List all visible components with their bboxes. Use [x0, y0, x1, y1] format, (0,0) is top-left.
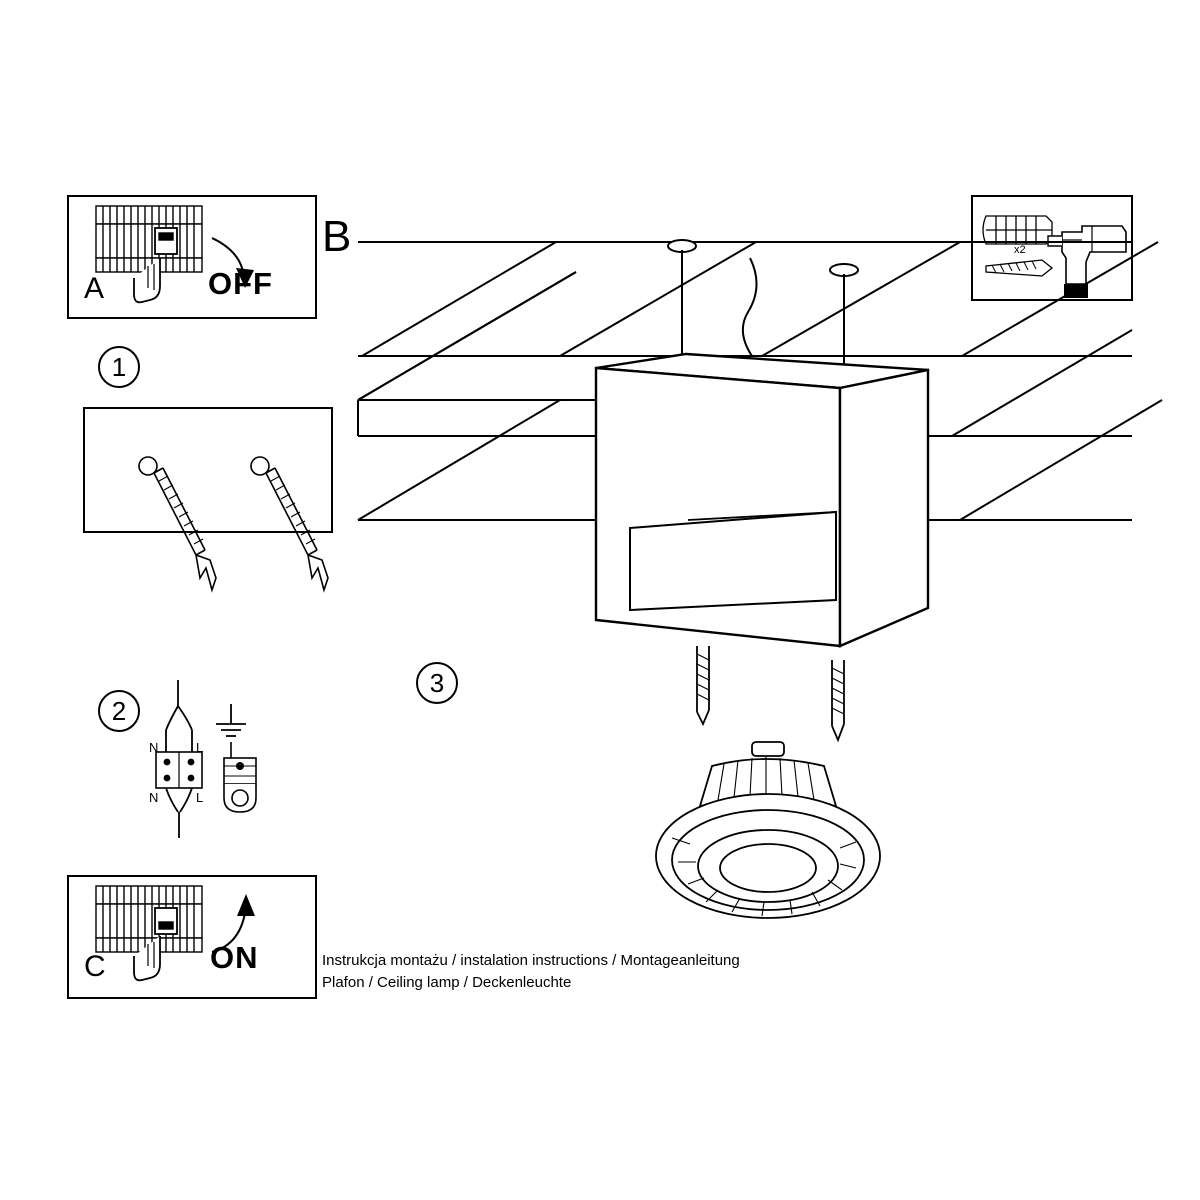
ceiling-wires: [682, 250, 844, 370]
ceiling-soffit: [358, 400, 600, 436]
panel-b-letter: B: [322, 212, 352, 261]
terminal-label-n-bottom: N: [149, 790, 159, 805]
earth-ground-icon: [216, 704, 246, 736]
terminal-label-l-bottom: L: [196, 790, 204, 805]
caption-line-2: Plafon / Ceiling lamp / Deckenleuchte: [322, 974, 572, 991]
ceiling-anchor-holes: [668, 240, 858, 276]
lamp-bulb-icon: [656, 742, 880, 918]
step1-frame: [84, 408, 332, 532]
parts-quantity-label: x2: [1014, 244, 1026, 256]
terminal-label-n-top: N: [149, 740, 159, 755]
step-3-number: 3: [416, 662, 458, 704]
panel-a-action-label: OFF: [208, 266, 273, 301]
terminal-label-l-top: L: [196, 740, 204, 755]
wall-plug-part-icon: [983, 216, 1052, 244]
panel-c-letter: C: [84, 950, 106, 983]
mounting-screws: [697, 646, 844, 740]
panel-c-action-label: ON: [210, 940, 259, 975]
step2-wiring-icon: [156, 680, 256, 838]
breaker-panel-a-icon: [96, 206, 202, 272]
breaker-panel-c-icon: [96, 886, 202, 952]
panel-a-letter: A: [84, 272, 105, 305]
step-2-number: 2: [98, 690, 140, 732]
connector-block-icon: [224, 742, 256, 812]
caption-line-1: Instrukcja montażu / instalation instructions / Montageanleitung: [322, 952, 740, 969]
lamp-body-cube: [596, 352, 928, 646]
step-1-number: 1: [98, 346, 140, 388]
